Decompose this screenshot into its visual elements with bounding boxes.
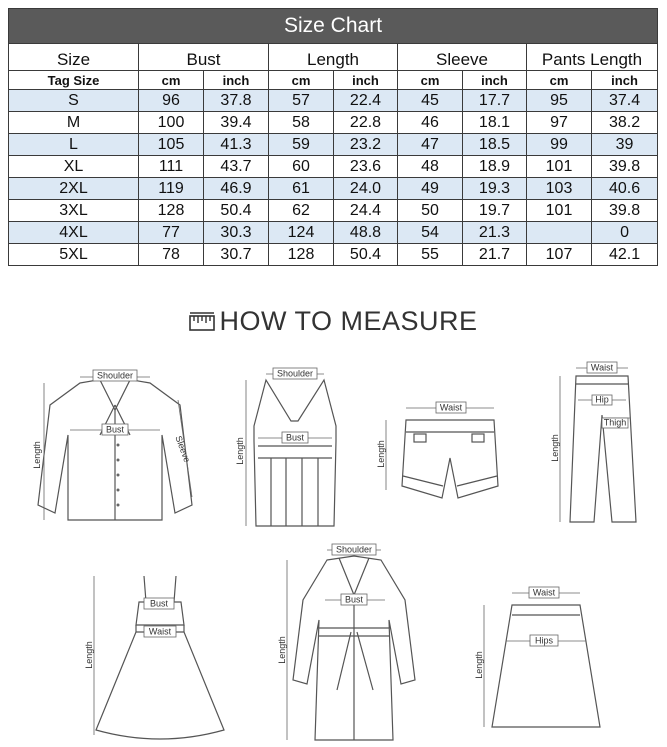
value-cell: 62 [269,200,334,222]
value-cell: 37.8 [204,90,269,112]
header-sleeve: Sleeve [398,44,527,71]
size-chart-table [8,8,658,266]
value-cell: 38.2 [592,112,658,134]
size-row [9,222,658,244]
label-thigh: Thigh [603,417,627,428]
value-cell: 95 [527,90,592,112]
unit-inch: inch [592,71,658,90]
label-hips: Hips [534,635,554,646]
value-cell: 77 [139,222,204,244]
value-cell: 18.1 [463,112,527,134]
skirt-figure [472,585,612,735]
how-to-measure-title [0,306,667,337]
label-length: Length [474,651,484,679]
value-cell: 45 [398,90,463,112]
value-cell: 19.3 [463,178,527,200]
value-cell: 105 [139,134,204,156]
value-cell: 60 [269,156,334,178]
label-length: Length [84,641,94,669]
label-bust: Bust [149,598,169,609]
header-pants-length: Pants Length [527,44,658,71]
size-row [9,134,658,156]
value-cell: 39 [592,134,658,156]
value-cell: 48 [398,156,463,178]
value-cell: 46 [398,112,463,134]
label-bust: Bust [344,594,364,605]
value-cell: 57 [269,90,334,112]
unit-inch: inch [334,71,398,90]
value-cell: 21.7 [463,244,527,266]
value-cell: 17.7 [463,90,527,112]
value-cell: 97 [527,112,592,134]
value-cell: 128 [139,200,204,222]
value-cell: 48.8 [334,222,398,244]
unit-cm: cm [527,71,592,90]
size-chart-title: Size Chart [9,9,658,44]
value-cell: 50 [398,200,463,222]
label-waist: Waist [148,626,172,637]
value-cell: 46.9 [204,178,269,200]
value-cell: 39.4 [204,112,269,134]
label-length: Length [550,434,560,462]
size-cell: 2XL [9,178,139,200]
label-waist: Waist [532,587,556,598]
value-cell: 107 [527,244,592,266]
value-cell: 54 [398,222,463,244]
label-sleeve: Sleeve [173,434,193,464]
value-cell: 22.4 [334,90,398,112]
value-cell: 41.3 [204,134,269,156]
size-row [9,90,658,112]
label-length: Length [32,441,42,469]
value-cell: 40.6 [592,178,658,200]
label-waist: Waist [439,402,463,413]
unit-cm: cm [139,71,204,90]
unit-cm: cm [269,71,334,90]
blouse-figure [30,365,200,530]
value-cell: 19.7 [463,200,527,222]
size-row [9,244,658,266]
value-cell: 23.2 [334,134,398,156]
value-cell: 39.8 [592,200,658,222]
header-tag-size: Tag Size [9,71,139,90]
value-cell: 100 [139,112,204,134]
size-row [9,156,658,178]
value-cell: 103 [527,178,592,200]
value-cell: 42.1 [592,244,658,266]
value-cell: 24.4 [334,200,398,222]
value-cell: 58 [269,112,334,134]
label-shoulder: Shoulder [96,370,134,381]
value-cell: 0 [592,222,658,244]
value-cell [527,222,592,244]
value-cell: 39.8 [592,156,658,178]
size-cell: 4XL [9,222,139,244]
header-size: Size [9,44,139,71]
size-cell: 3XL [9,200,139,222]
size-row [9,178,658,200]
value-cell: 96 [139,90,204,112]
value-cell: 22.8 [334,112,398,134]
label-waist: Waist [590,362,614,373]
value-cell: 18.9 [463,156,527,178]
value-cell: 124 [269,222,334,244]
value-cell: 61 [269,178,334,200]
size-row [9,200,658,222]
how-to-measure-text: HOW TO MEASURE [219,306,478,336]
size-cell: 5XL [9,244,139,266]
label-length: Length [235,437,245,465]
header-bust: Bust [139,44,269,71]
unit-cm: cm [398,71,463,90]
value-cell: 50.4 [204,200,269,222]
value-cell: 21.3 [463,222,527,244]
value-cell: 30.7 [204,244,269,266]
label-bust: Bust [285,432,305,443]
shorts-figure [376,398,506,513]
value-cell: 50.4 [334,244,398,266]
value-cell: 101 [527,156,592,178]
unit-inch: inch [463,71,527,90]
size-cell: L [9,134,139,156]
dress-figure [84,570,234,745]
value-cell: 59 [269,134,334,156]
value-cell: 128 [269,244,334,266]
value-cell: 23.6 [334,156,398,178]
label-length: Length [277,636,287,664]
value-cell: 30.3 [204,222,269,244]
coat-figure [277,540,422,745]
value-cell: 37.4 [592,90,658,112]
label-shoulder: Shoulder [335,544,373,555]
pants-figure [550,360,650,530]
value-cell: 99 [527,134,592,156]
value-cell: 18.5 [463,134,527,156]
value-cell: 47 [398,134,463,156]
value-cell: 49 [398,178,463,200]
unit-inch: inch [204,71,269,90]
tank-top-figure [236,366,356,531]
value-cell: 111 [139,156,204,178]
label-length: Length [376,440,386,468]
ruler-icon [189,312,215,332]
size-cell: M [9,112,139,134]
value-cell: 101 [527,200,592,222]
label-shoulder: Shoulder [276,368,314,379]
value-cell: 78 [139,244,204,266]
value-cell: 55 [398,244,463,266]
value-cell: 24.0 [334,178,398,200]
header-length: Length [269,44,398,71]
size-cell: XL [9,156,139,178]
label-bust: Bust [105,424,125,435]
value-cell: 119 [139,178,204,200]
label-hip: Hip [595,394,609,405]
value-cell: 43.7 [204,156,269,178]
size-row [9,112,658,134]
size-cell: S [9,90,139,112]
